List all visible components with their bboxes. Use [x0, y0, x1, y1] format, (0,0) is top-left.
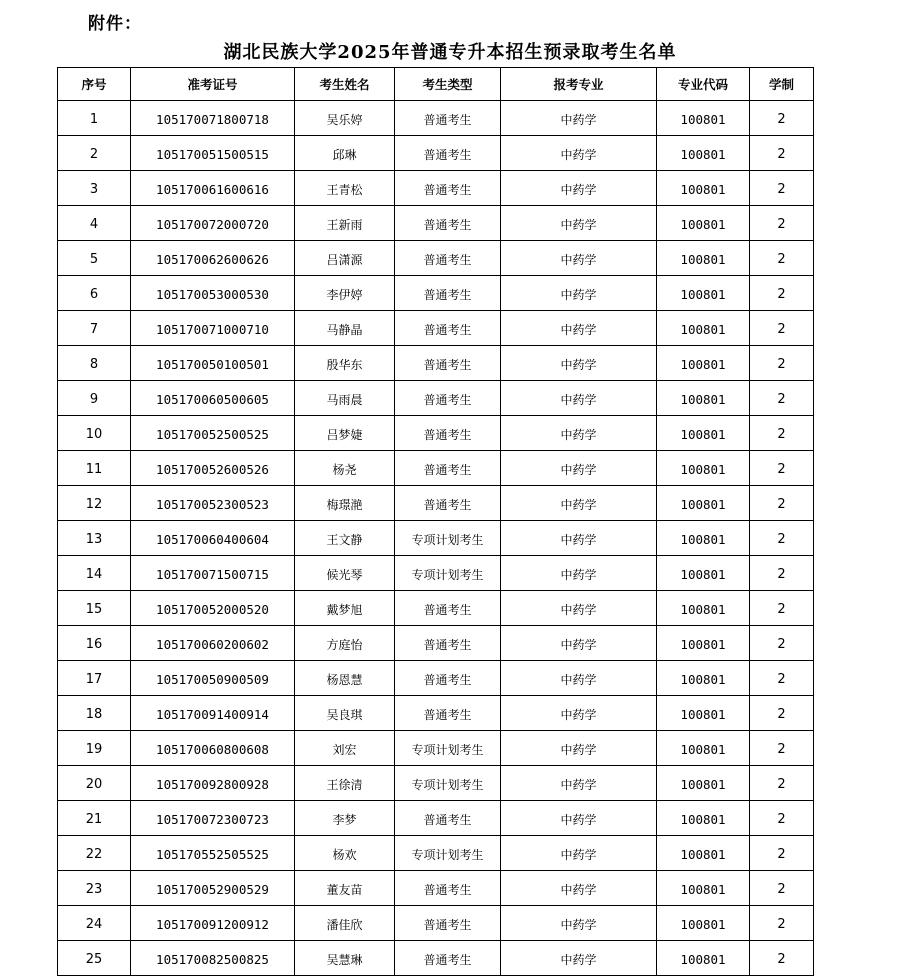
- cell-index: 4: [58, 206, 131, 241]
- table-row: [58, 661, 814, 696]
- cell-student-name: 吴慧琳: [295, 941, 395, 976]
- cell-student-name: 马雨晨: [295, 381, 395, 416]
- header-student-name: 考生姓名: [295, 68, 395, 101]
- header-major: 报考专业: [501, 68, 657, 101]
- cell-index: 22: [58, 836, 131, 871]
- cell-index: 8: [58, 346, 131, 381]
- cell-student-name: 王徐清: [295, 766, 395, 801]
- cell-exam-number: 105170061600616: [131, 171, 295, 206]
- cell-duration: 2: [750, 136, 814, 171]
- table-row: [58, 276, 814, 311]
- cell-duration: 2: [750, 836, 814, 871]
- cell-index: 15: [58, 591, 131, 626]
- cell-major: 中药学: [501, 836, 657, 871]
- table-row: [58, 696, 814, 731]
- cell-student-type: 普通考生: [395, 591, 501, 626]
- table-row: [58, 416, 814, 451]
- cell-exam-number: 105170552505525: [131, 836, 295, 871]
- cell-major: 中药学: [501, 661, 657, 696]
- cell-student-type: 普通考生: [395, 136, 501, 171]
- table-row: [58, 206, 814, 241]
- cell-index: 7: [58, 311, 131, 346]
- document-title: 湖北民族大学2025年普通专升本招生预录取考生名单: [223, 42, 677, 63]
- cell-duration: 2: [750, 486, 814, 521]
- cell-student-name: 邱琳: [295, 136, 395, 171]
- cell-exam-number: 105170091200912: [131, 906, 295, 941]
- cell-major-code: 100801: [657, 556, 750, 591]
- cell-exam-number: 105170072300723: [131, 801, 295, 836]
- cell-major: 中药学: [501, 381, 657, 416]
- cell-major: 中药学: [501, 346, 657, 381]
- cell-duration: 2: [750, 731, 814, 766]
- cell-index: 18: [58, 696, 131, 731]
- cell-major: 中药学: [501, 276, 657, 311]
- cell-major-code: 100801: [657, 661, 750, 696]
- cell-major-code: 100801: [657, 241, 750, 276]
- cell-index: 5: [58, 241, 131, 276]
- cell-student-type: 普通考生: [395, 941, 501, 976]
- cell-student-type: 普通考生: [395, 661, 501, 696]
- cell-major: 中药学: [501, 521, 657, 556]
- table-row: [58, 241, 814, 276]
- cell-major: 中药学: [501, 941, 657, 976]
- cell-student-type: 普通考生: [395, 696, 501, 731]
- cell-student-type: 专项计划考生: [395, 731, 501, 766]
- cell-exam-number: 105170050900509: [131, 661, 295, 696]
- cell-duration: 2: [750, 941, 814, 976]
- cell-major: 中药学: [501, 206, 657, 241]
- cell-duration: 2: [750, 241, 814, 276]
- cell-exam-number: 105170052900529: [131, 871, 295, 906]
- cell-major-code: 100801: [657, 906, 750, 941]
- cell-student-name: 董友苗: [295, 871, 395, 906]
- cell-exam-number: 105170052300523: [131, 486, 295, 521]
- cell-major: 中药学: [501, 731, 657, 766]
- cell-major-code: 100801: [657, 766, 750, 801]
- table-row: [58, 626, 814, 661]
- cell-major-code: 100801: [657, 206, 750, 241]
- cell-exam-number: 105170072000720: [131, 206, 295, 241]
- cell-major-code: 100801: [657, 101, 750, 136]
- cell-major: 中药学: [501, 136, 657, 171]
- cell-student-name: 殷华东: [295, 346, 395, 381]
- cell-student-name: 李梦: [295, 801, 395, 836]
- cell-exam-number: 105170050100501: [131, 346, 295, 381]
- cell-major: 中药学: [501, 101, 657, 136]
- cell-major-code: 100801: [657, 276, 750, 311]
- cell-major-code: 100801: [657, 171, 750, 206]
- cell-exam-number: 105170082500825: [131, 941, 295, 976]
- cell-index: 24: [58, 906, 131, 941]
- cell-student-name: 方庭怡: [295, 626, 395, 661]
- cell-index: 21: [58, 801, 131, 836]
- cell-index: 1: [58, 101, 131, 136]
- cell-index: 10: [58, 416, 131, 451]
- cell-student-type: 普通考生: [395, 626, 501, 661]
- cell-major-code: 100801: [657, 416, 750, 451]
- cell-major: 中药学: [501, 591, 657, 626]
- cell-index: 3: [58, 171, 131, 206]
- table-body: [58, 101, 814, 976]
- cell-major-code: 100801: [657, 941, 750, 976]
- cell-student-name: 潘佳欣: [295, 906, 395, 941]
- cell-exam-number: 105170052500525: [131, 416, 295, 451]
- cell-student-name: 王青松: [295, 171, 395, 206]
- cell-exam-number: 105170060500605: [131, 381, 295, 416]
- cell-student-type: 普通考生: [395, 206, 501, 241]
- cell-index: 16: [58, 626, 131, 661]
- cell-student-name: 王新雨: [295, 206, 395, 241]
- table-row: [58, 521, 814, 556]
- cell-student-name: 杨恩慧: [295, 661, 395, 696]
- cell-exam-number: 105170062600626: [131, 241, 295, 276]
- cell-duration: 2: [750, 626, 814, 661]
- cell-duration: 2: [750, 591, 814, 626]
- cell-exam-number: 105170071800718: [131, 101, 295, 136]
- table-row: [58, 731, 814, 766]
- cell-major-code: 100801: [657, 311, 750, 346]
- cell-duration: 2: [750, 521, 814, 556]
- cell-duration: 2: [750, 451, 814, 486]
- cell-major-code: 100801: [657, 451, 750, 486]
- cell-student-type: 专项计划考生: [395, 766, 501, 801]
- header-index: 序号: [58, 68, 131, 101]
- table-row: [58, 311, 814, 346]
- cell-index: 19: [58, 731, 131, 766]
- cell-duration: 2: [750, 906, 814, 941]
- cell-student-type: 普通考生: [395, 906, 501, 941]
- table-row: [58, 941, 814, 976]
- cell-student-name: 候光琴: [295, 556, 395, 591]
- cell-major-code: 100801: [657, 696, 750, 731]
- cell-major-code: 100801: [657, 731, 750, 766]
- cell-duration: 2: [750, 101, 814, 136]
- cell-major: 中药学: [501, 241, 657, 276]
- cell-index: 17: [58, 661, 131, 696]
- cell-major: 中药学: [501, 766, 657, 801]
- table-row: [58, 136, 814, 171]
- cell-major-code: 100801: [657, 521, 750, 556]
- cell-student-name: 吕潇源: [295, 241, 395, 276]
- cell-exam-number: 105170052600526: [131, 451, 295, 486]
- cell-student-type: 普通考生: [395, 346, 501, 381]
- cell-student-type: 普通考生: [395, 241, 501, 276]
- table-row: [58, 101, 814, 136]
- cell-student-type: 普通考生: [395, 486, 501, 521]
- cell-major: 中药学: [501, 696, 657, 731]
- cell-duration: 2: [750, 556, 814, 591]
- cell-duration: 2: [750, 276, 814, 311]
- cell-exam-number: 105170052000520: [131, 591, 295, 626]
- cell-major-code: 100801: [657, 346, 750, 381]
- cell-student-type: 普通考生: [395, 416, 501, 451]
- table-row: [58, 451, 814, 486]
- cell-major-code: 100801: [657, 136, 750, 171]
- header-exam-number: 准考证号: [131, 68, 295, 101]
- cell-student-type: 专项计划考生: [395, 521, 501, 556]
- cell-major: 中药学: [501, 871, 657, 906]
- cell-index: 2: [58, 136, 131, 171]
- cell-student-type: 普通考生: [395, 276, 501, 311]
- cell-student-type: 普通考生: [395, 171, 501, 206]
- cell-index: 11: [58, 451, 131, 486]
- cell-exam-number: 105170071500715: [131, 556, 295, 591]
- cell-index: 12: [58, 486, 131, 521]
- header-major-code: 专业代码: [657, 68, 750, 101]
- table-row: [58, 871, 814, 906]
- table-row: [58, 346, 814, 381]
- cell-duration: 2: [750, 871, 814, 906]
- cell-major-code: 100801: [657, 801, 750, 836]
- cell-student-name: 马静晶: [295, 311, 395, 346]
- cell-index: 9: [58, 381, 131, 416]
- cell-student-type: 普通考生: [395, 871, 501, 906]
- cell-student-name: 刘宏: [295, 731, 395, 766]
- cell-major-code: 100801: [657, 626, 750, 661]
- cell-duration: 2: [750, 346, 814, 381]
- cell-student-name: 戴梦旭: [295, 591, 395, 626]
- cell-duration: 2: [750, 766, 814, 801]
- cell-student-name: 吴乐婷: [295, 101, 395, 136]
- header-student-type: 考生类型: [395, 68, 501, 101]
- cell-student-type: 专项计划考生: [395, 556, 501, 591]
- cell-major-code: 100801: [657, 486, 750, 521]
- cell-major: 中药学: [501, 486, 657, 521]
- table-row: [58, 591, 814, 626]
- cell-major-code: 100801: [657, 836, 750, 871]
- cell-index: 14: [58, 556, 131, 591]
- cell-duration: 2: [750, 661, 814, 696]
- table-row: [58, 486, 814, 521]
- cell-major: 中药学: [501, 311, 657, 346]
- cell-student-type: 普通考生: [395, 381, 501, 416]
- admission-table: [57, 67, 814, 976]
- cell-major: 中药学: [501, 626, 657, 661]
- header-duration: 学制: [750, 68, 814, 101]
- cell-index: 13: [58, 521, 131, 556]
- cell-exam-number: 105170051500515: [131, 136, 295, 171]
- cell-student-name: 吕梦婕: [295, 416, 395, 451]
- cell-duration: 2: [750, 696, 814, 731]
- cell-index: 25: [58, 941, 131, 976]
- cell-exam-number: 105170092800928: [131, 766, 295, 801]
- cell-exam-number: 105170053000530: [131, 276, 295, 311]
- table-row: [58, 381, 814, 416]
- table-row: [58, 906, 814, 941]
- cell-student-type: 普通考生: [395, 801, 501, 836]
- attachment-label: 附件：: [88, 14, 142, 34]
- cell-major: 中药学: [501, 906, 657, 941]
- cell-student-type: 普通考生: [395, 101, 501, 136]
- cell-index: 20: [58, 766, 131, 801]
- cell-student-type: 专项计划考生: [395, 836, 501, 871]
- cell-major: 中药学: [501, 171, 657, 206]
- cell-student-name: 李伊婷: [295, 276, 395, 311]
- cell-student-name: 梅璟滟: [295, 486, 395, 521]
- cell-major: 中药学: [501, 451, 657, 486]
- cell-student-name: 吴良琪: [295, 696, 395, 731]
- cell-major-code: 100801: [657, 381, 750, 416]
- table-header-row: [58, 68, 814, 101]
- cell-exam-number: 105170060800608: [131, 731, 295, 766]
- table-row: [58, 836, 814, 871]
- cell-exam-number: 105170060400604: [131, 521, 295, 556]
- cell-duration: 2: [750, 416, 814, 451]
- cell-index: 23: [58, 871, 131, 906]
- cell-major-code: 100801: [657, 591, 750, 626]
- cell-duration: 2: [750, 311, 814, 346]
- cell-major-code: 100801: [657, 871, 750, 906]
- cell-major: 中药学: [501, 556, 657, 591]
- cell-exam-number: 105170071000710: [131, 311, 295, 346]
- table-row: [58, 766, 814, 801]
- cell-student-type: 普通考生: [395, 451, 501, 486]
- cell-major: 中药学: [501, 416, 657, 451]
- cell-duration: 2: [750, 171, 814, 206]
- cell-duration: 2: [750, 801, 814, 836]
- cell-student-name: 杨欢: [295, 836, 395, 871]
- cell-student-type: 普通考生: [395, 311, 501, 346]
- cell-exam-number: 105170091400914: [131, 696, 295, 731]
- cell-student-name: 王文静: [295, 521, 395, 556]
- table-row: [58, 801, 814, 836]
- cell-duration: 2: [750, 206, 814, 241]
- cell-major: 中药学: [501, 801, 657, 836]
- table-row: [58, 556, 814, 591]
- cell-index: 6: [58, 276, 131, 311]
- table-row: [58, 171, 814, 206]
- cell-student-name: 杨尧: [295, 451, 395, 486]
- cell-exam-number: 105170060200602: [131, 626, 295, 661]
- cell-duration: 2: [750, 381, 814, 416]
